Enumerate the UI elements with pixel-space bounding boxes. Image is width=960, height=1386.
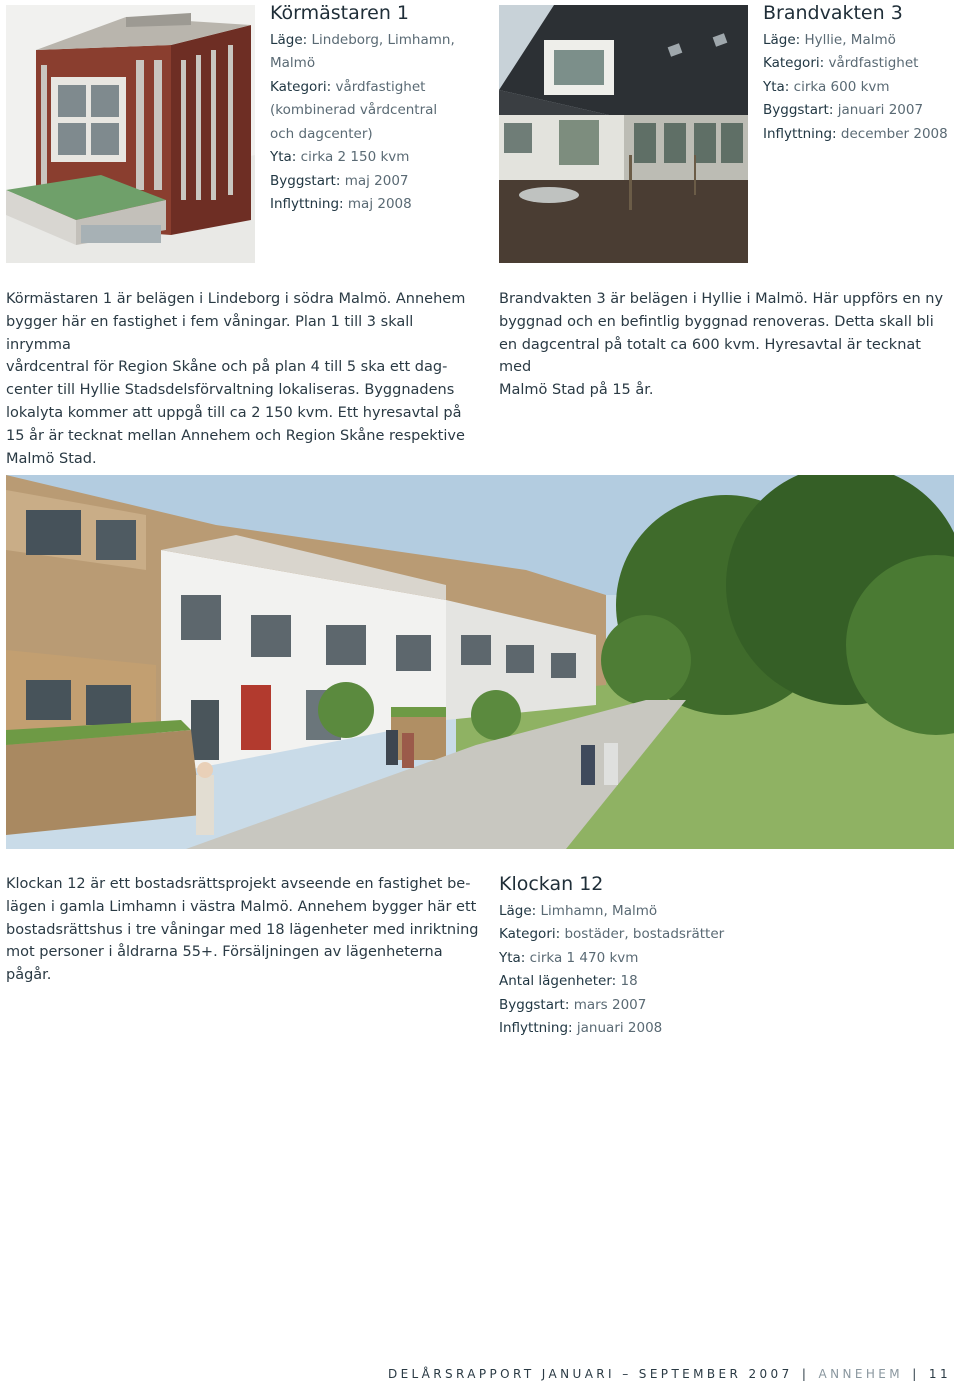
- kormastaren-byggstart-value: maj 2007: [344, 172, 409, 189]
- klockan-description-line: bostadsrättshus i tre våningar med 18 lägenheter med inriktning: [6, 921, 479, 938]
- brandvakten-yta-label: Yta:: [763, 78, 790, 95]
- klockan-yta-label: Yta:: [499, 949, 526, 966]
- page-footer: [0, 1367, 951, 1381]
- brandvakten-description-line: Brandvakten 3 är belägen i Hyllie i Malmö. Här uppförs en ny: [499, 291, 944, 307]
- kormastaren-yta-value: cirka 2 150 kvm: [300, 149, 410, 166]
- brandvakten-description-line: byggnad och en befintlig byggnad renoveras. Detta skall bli: [499, 313, 934, 330]
- kormastaren-inflyttning-label: Inflyttning:: [270, 196, 344, 213]
- footer-brand: ANNEHEM: [818, 1367, 904, 1381]
- brandvakten-description: [499, 288, 954, 402]
- klockan-kategori-label: Kategori:: [499, 926, 561, 943]
- klockan-rendering-image: [6, 475, 954, 849]
- kormastaren-title: Körmästaren 1: [270, 2, 410, 24]
- klockan-description-line: Klockan 12 är ett bostadsrättsprojekt avseende en fastighet be-: [6, 876, 471, 892]
- klockan-lage-label: Läge:: [499, 902, 537, 919]
- klockan-lage-value: Limhamn, Malmö: [540, 902, 658, 919]
- brandvakten-inflyttning-label: Inflyttning:: [763, 125, 837, 142]
- klockan-yta-value: cirka 1 470 kvm: [529, 949, 639, 966]
- klockan-title: Klockan 12: [499, 873, 604, 895]
- brandvakten-kategori-value: vårdfastighet: [828, 55, 919, 72]
- kormastaren-description-line: center till Hyllie Stadsdelsförvaltning lokaliseras. Byggnadens: [6, 382, 455, 399]
- klockan-description: [6, 873, 481, 987]
- brandvakten-yta-value: cirka 600 kvm: [793, 78, 890, 95]
- klockan-inflyttning-label: Inflyttning:: [499, 1020, 573, 1037]
- klockan-byggstart-label: Byggstart:: [499, 996, 570, 1013]
- page-number: 11: [928, 1367, 951, 1381]
- klockan-antal-value: 18: [620, 973, 638, 990]
- kormastaren-kategori-value-cont-2: och dagcenter): [270, 125, 373, 142]
- brandvakten-title: Brandvakten 3: [763, 2, 903, 24]
- brandvakten-description-line: en dagcentral på totalt ca 600 kvm. Hyresavtal är tecknat med: [499, 336, 921, 376]
- footer-separator: |: [801, 1367, 810, 1381]
- kormastaren-kategori-value: vårdfastighet: [335, 78, 426, 95]
- brandvakten-photo-image: [499, 5, 748, 263]
- kormastaren-description-line: Körmästaren 1 är belägen i Lindeborg i södra Malmö. Annehem: [6, 291, 466, 307]
- kormastaren-description: [6, 288, 476, 470]
- kormastaren-lage-label: Läge:: [270, 31, 308, 48]
- kormastaren-description-line: lokalyta kommer att uppgå till ca 2 150 kvm. Ett hyresavtal på: [6, 404, 462, 421]
- kormastaren-byggstart-label: Byggstart:: [270, 172, 341, 189]
- brandvakten-kategori-label: Kategori:: [763, 55, 825, 72]
- footer-report-title: DELÅRSRAPPORT JANUARI – SEPTEMBER 2007: [387, 1367, 793, 1381]
- kormastaren-description-line: 15 år är tecknat mellan Annehem och Region Skåne respektive: [6, 427, 465, 444]
- kormastaren-kategori-label: Kategori:: [270, 78, 332, 95]
- kormastaren-rendering-image: [6, 5, 255, 263]
- kormastaren-lage-value-cont: Malmö: [270, 55, 316, 72]
- klockan-antal-label: Antal lägenheter:: [499, 973, 617, 990]
- brandvakten-description-line: Malmö Stad på 15 år.: [499, 382, 654, 399]
- klockan-info: [499, 873, 799, 1041]
- kormastaren-yta-label: Yta:: [270, 149, 297, 166]
- kormastaren-info: [270, 2, 480, 217]
- brandvakten-byggstart-value: januari 2007: [837, 102, 924, 119]
- brandvakten-inflyttning-value: december 2008: [840, 125, 948, 142]
- footer-separator: |: [912, 1367, 920, 1381]
- brandvakten-lage-label: Läge:: [763, 31, 801, 48]
- klockan-description-line: mot personer i åldrarna 55+. Försäljningen av lägenheterna pågår.: [6, 944, 443, 984]
- brandvakten-lage-value: Hyllie, Malmö: [804, 31, 896, 48]
- kormastaren-kategori-value-cont-1: (kombinerad vårdcentral: [270, 102, 438, 119]
- klockan-byggstart-value: mars 2007: [573, 996, 647, 1013]
- brandvakten-byggstart-label: Byggstart:: [763, 102, 834, 119]
- klockan-inflyttning-value: januari 2008: [576, 1020, 663, 1037]
- kormastaren-description-line: bygger här en fastighet i fem våningar. Plan 1 till 3 skall inrymma: [6, 313, 414, 353]
- kormastaren-lage-value: Lindeborg, Limhamn,: [311, 31, 455, 48]
- kormastaren-inflyttning-value: maj 2008: [347, 196, 412, 213]
- brandvakten-info: [763, 2, 960, 146]
- kormastaren-description-line: Malmö Stad.: [6, 450, 97, 467]
- klockan-kategori-value: bostäder, bostadsrätter: [564, 926, 725, 943]
- kormastaren-description-line: vårdcentral för Region Skåne och på plan 4 till 5 ska ett dag-: [6, 359, 448, 376]
- klockan-description-line: lägen i gamla Limhamn i västra Malmö. Annehem bygger här ett: [6, 898, 477, 915]
